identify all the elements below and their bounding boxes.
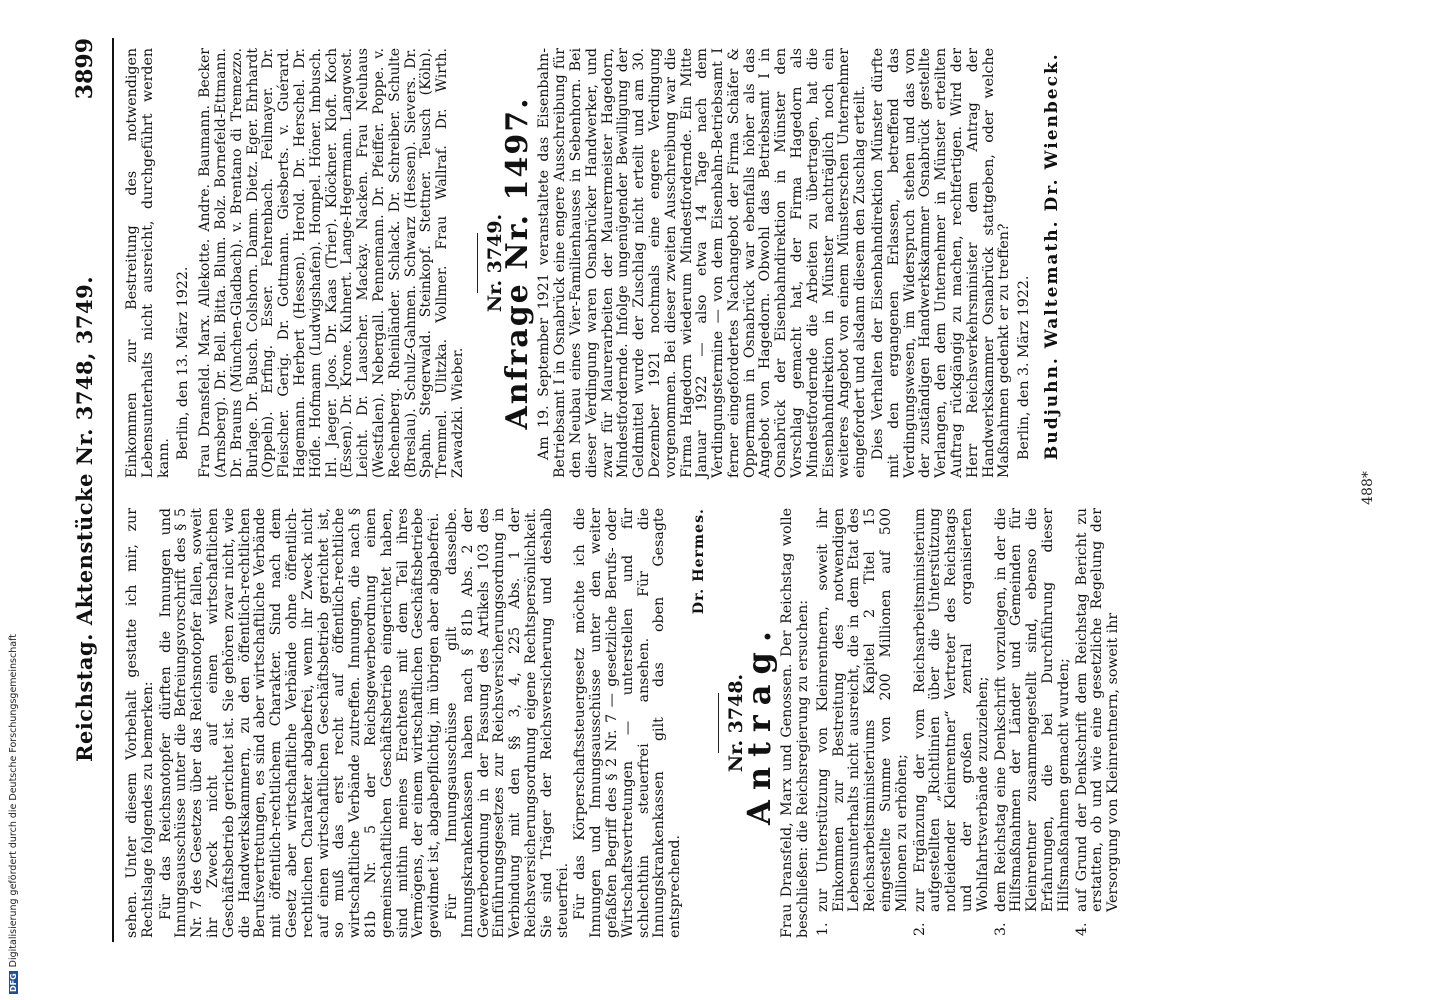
paragraph: Für das Körperschaftssteuergesetz möchte ich die Innungen und Innungsausschüsse unter den weiter gefaßten Begriff des § 2 Nr. 7 — gesetzliche Berufs- oder Wirtschaftsvertretungen — unterstellen und für schlechthin steuerfrei ansehen. Für die Innungskrankenkassen gilt das oben Gesagte entsprechend. [572,508,684,938]
item-number: 3. [992,922,1009,936]
list-item [816,508,911,938]
signature: Dr. Hermes. [690,508,707,615]
item-text: zur Unterstützung von Kleinrentnern, soweit ihr Einkommen zur Bestreitung des notwendigen Lebensunterhalts nicht ausreicht, die in dem Etat des Reichsarbeitsministeriums Kapitel 2 Titel 15 eingestellte Summe von 200 Millionen auf 500 Millionen zu erhöhen; [814,508,910,912]
digitization-credit [8,604,20,994]
item-number: 4. [1073,922,1090,936]
header-rule [112,38,114,942]
separator [477,233,478,293]
credit-text: Digitalisierung gefördert durch die Deutsche Forschungsgemeinschaft [8,634,19,968]
date: Berlin, den 3. März 1922. [1016,275,1033,460]
paragraph: Dies Verhalten der Eisenbahndirektion Münster dürfte mit den ergangenen Erlassen, betreffend das Verdingungswesen, im Widerspruch stehen und das von der zuständigen Handwerkskammer Osnabrück gestellte Verlangen, den dem Unternehmer in Münster erteilten Auftrag rückgängig zu machen, rechtfertigen. Wird der Herr Reichsverkehrsminister dem Antrag der Handwerkskammer Osnabrück stattgeben, oder welche Maßnahmen gedenkt er zu treffen? [870,48,1013,478]
paragraph: Für Innungsausschüsse gilt dasselbe. Innungskrankenkassen haben nach § 81b Abs. 2 der Gewerbeordnung in der Fassung des Artikels 103 des Einführungsgesetzes zur Reichsversicherungsordnung in Verbindung mit den §§ 3, 4, 225 Abs. 1 der Reichsversicherungsordnung eigene Rechtspersönlichkeit. Sie sind Träger der Reichsversicherung und deshalb steuerfrei. [443,508,571,938]
page-header [64,38,112,942]
paragraph: sehen. Unter diesem Vorbehalt gestatte ich mir, zur Rechtslage folgendes zu bemerken: [124,508,156,938]
footer-number: 488* [1360,471,1376,505]
dfg-logo: DFG [9,973,18,992]
list-item [1075,508,1122,938]
paragraph: Für das Reichsnotopfer dürften die Innungen und Innungsausschüsse unter die Befreiungsvorschrift des § 5 Nr. 7 des Gesetzes über das Reichsnotopfer fallen, soweit ihr Zweck nicht auf einen wirtschaftlichen Geschäftsbetrieb gerichtet ist. Sie gehören zwar nicht, wie die Handwerkskammern, zu den öffentlich-rechtlichen Berufsvertretungen, es sind aber wirtschaftliche Verbände mit öffentlich-rechtlichem Charakter. Sind nach dem Gesetz aber wirtschaftliche Verbände ohne öffentlich-rechtlichen Charakter abgabefrei, wenn ihr Zweck nicht auf einen wirtschaftlichen Geschäftsbetrieb gerichtet ist, so muß das erst recht auf öffentlich-rechtliche wirtschaftliche Verbände zutreffen. Innungen, die nach § 81b Nr. 5 der Reichsgewerbeordnung einen gemeinschaftlichen Geschäftsbetrieb eingerichtet haben, sind mithin meines Erachtens mit dem Teil ihres Vermögens, der einem wirtschaftlichen Geschäftsbetriebe gewidmet ist, abgabepflichtig, im übrigen aber abgabefrei. [157,508,443,938]
item-number: 2. [911,922,928,936]
anfrage-title: Anfrage Nr. 1497. [499,96,535,430]
separator [718,693,719,753]
antrag-intro: Frau Dransfeld, Marx und Genossen. Der Reichstag wolle beschließen: die Reichsregierung zu ersuchen: [779,508,812,938]
signers-list: Frau Dransfeld. Marx. Allekotte. Andre. Baumann. Becker (Arnsberg). Dr. Bell. Bitta. Blum. Bolz. Bornefeld-Ettmann. Dr. Brauns (München-Gladbach). v. Brentano di Tremezzo. Burlage. Dr. Busch. Colshorn. Damm. Dietz. Eger. Ehrhardt (Oppeln). Erfing. Esser. Fehrenbach. Feilmayer. Dr. Fleischer. Gerig. Dr. Gottmann. Giesberts. v. Guérard. Hagemann. Herbert (Hessen). Herold. Dr. Herschel. Dr. Höfle. Hofmann (Ludwigshafen). Hompel. Höner. Imbusch. Irl. Jaeger. Joos. Dr. Kaas (Trier). Klöckner. Kloft. Koch (Essen). Dr. Krone. Kuhnert. Lange-Hegermann. Langwost. Leicht. Dr. Lauscher. Mackay. Nacken. Frau Neuhaus (Westfalen). Nebergall. Pennemann. Dr. Pfeiffer. Poppe. v. Rechenberg. Rheinländer. Schlack. Dr. Schreiber. Schulte (Breslau). Schulz-Gahmen. Schwarz (Hessen). Sievers. Dr. Spahn. Stegerwald. Steinkopf. Stettner. Teusch (Köln). Tremmel. Ulitzka. Vollmer. Frau Wallraf. Dr. Wirth. Zawadzki. Wieber. [197,48,466,478]
list-item [913,508,992,938]
antrag-items [816,508,1122,938]
paragraph: Am 19. September 1921 veranstaltete das Eisenbahn-Betriebsamt I in Osnabrück eine engere Ausschreibung für den Neubau eines Vier-Familienhauses in Sebenhorn. Bei dieser Verdingung waren Osnabrücker Handwerker, und zwar für Maurerarbeiten der Maurermeister Hagedorn, Mindestfordernde. Infolge ungenügender Bewilligung der Geldmittel wurde der Zuschlag nicht erteilt und am 30. Dezember 1921 nochmals eine engere Verdingung vorgenommen. Bei dieser zweiten Ausschreibung war die Firma Hagedorn wiederum Mindestfordernde. Ein Mitte Januar 1922 — also etwa 14 Tage nach dem Verdingungstermine — von dem Eisenbahn-Betriebsamt I ferner eingefordertes Nachangebot der Firma Schäfer & Oppermann in Osnabrück war ebenfalls höher als das Angebot von Hagedorn. Obwohl das Betriebsamt I in Osnabrück der Eisenbahndirektion in Münster den Vorschlag gemacht hat, der Firma Hagedorn als Mindestfordernde die Arbeiten zu übertragen, hat die Eisenbahndirektion in Münster nachträglich noch ein weiteres Angebot von einem Münsterschen Unternehmer eingefordert und alsdann diesem den Zuschlag erteilt. [536,48,869,478]
paragraph: Einkommen zur Bestreitung des notwendigen Lebensunterhalts nicht ausreicht, durchgeführt werden kann. [124,48,172,478]
antrag-title: Antrag. [740,621,779,825]
item-number: 1. [814,922,831,936]
document-number: Nr. 3749. [483,213,506,313]
item-text: zur Ergänzung der vom Reichsarbeitsministerium aufgestellten „Richtlinien über die Unterstützung notleidender Kleinrentner“ Vertreter des Reichstags und der großen zentral organisierten Wohlfahrtsverbände zuzuziehen; [911,508,991,912]
date: Berlin, den 13. März 1922. [175,266,192,460]
document-number: Nr. 3748. [724,673,747,773]
list-item [994,508,1073,938]
running-title: Reichstag. Aktenstücke Nr. 3748, 3749. [72,275,97,762]
final-signers: Budjuhn. Waltemath. Dr. Wienbeck. [1042,52,1063,460]
left-column [125,508,1124,938]
item-text: dem Reichstag eine Denkschrift vorzulegen, in der die Hilfsmaßnahmen der Länder und Gemeinden für Kleinrentner zusammengestellt sind, ebenso die Erfahrungen, die bei Durchführung dieser Hilfsmaßnahmen gemacht wurden; [992,508,1072,912]
item-text: auf Grund der Denkschrift dem Reichstag Bericht zu erstatten, ob und wie eine gesetzliche Regelung der Versorgung von Kleinrentnern, soweit ihr [1073,508,1122,912]
right-column [125,48,1061,478]
page-number: 3899 [72,38,98,100]
